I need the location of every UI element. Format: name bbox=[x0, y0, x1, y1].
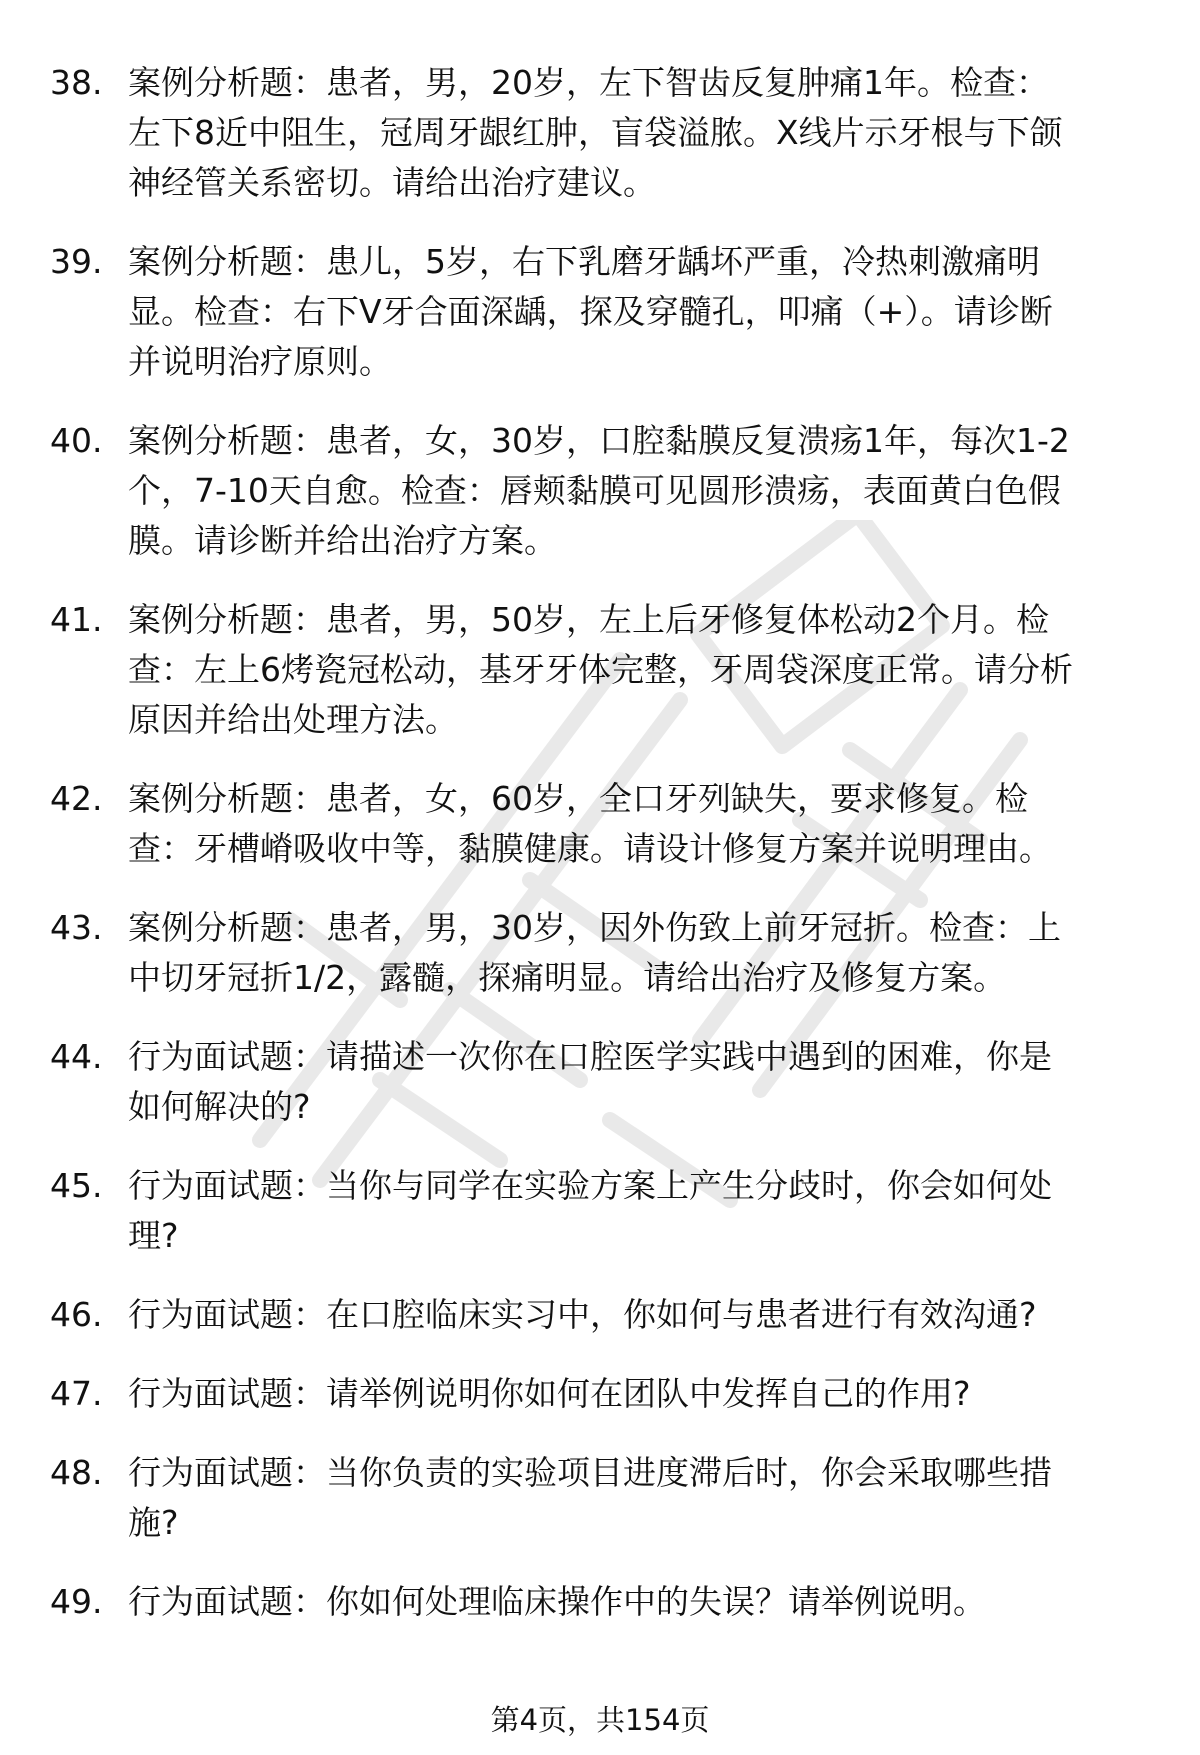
question-text-line: 显。检查：右下V牙合面深龋，探及穿髓孔，叩痛（+）。请诊断 bbox=[128, 292, 1053, 331]
question-number: 44. bbox=[50, 1037, 103, 1076]
question-text bbox=[128, 1290, 1168, 1340]
question-number: 39. bbox=[50, 242, 103, 281]
question-text-line: 并说明治疗原则。 bbox=[128, 342, 392, 381]
question-text-line: 案例分析题：患者，男，30岁，因外伤致上前牙冠折。检查：上 bbox=[128, 908, 1061, 947]
question-text-line: 施? bbox=[128, 1503, 179, 1542]
question-text-line: 案例分析题：患者，女，30岁，口腔黏膜反复溃疡1年，每次1-2 bbox=[128, 421, 1070, 460]
question-text-line: 左下8近中阻生，冠周牙龈红肿，盲袋溢脓。X线片示牙根与下颌 bbox=[128, 113, 1063, 152]
question-text-line: 案例分析题：患者，男，50岁，左上后牙修复体松动2个月。检 bbox=[128, 600, 1049, 639]
question-text-line: 行为面试题：你如何处理临床操作中的失误？请举例说明。 bbox=[128, 1582, 986, 1621]
page-number: 第4页，共154页 bbox=[490, 1703, 710, 1737]
question-text bbox=[128, 1448, 1168, 1548]
question-text-line: 案例分析题：患儿，5岁，右下乳磨牙龋坏严重，冷热刺激痛明 bbox=[128, 242, 1040, 281]
question-text-line: 行为面试题：当你负责的实验项目进度滞后时，你会采取哪些措 bbox=[128, 1453, 1052, 1492]
question-text-line: 行为面试题：当你与同学在实验方案上产生分歧时，你会如何处 bbox=[128, 1166, 1052, 1205]
question-text-line: 查：左上6烤瓷冠松动，基牙牙体完整，牙周袋深度正常。请分析 bbox=[128, 650, 1073, 689]
question-number: 45. bbox=[50, 1166, 103, 1205]
question-text-line: 案例分析题：患者，女，60岁，全口牙列缺失，要求修复。检 bbox=[128, 779, 1028, 818]
question-text-line: 行为面试题：在口腔临床实习中，你如何与患者进行有效沟通? bbox=[128, 1295, 1037, 1334]
question-text-line: 如何解决的? bbox=[128, 1087, 311, 1126]
question-text-line: 神经管关系密切。请给出治疗建议。 bbox=[128, 163, 656, 202]
question-text bbox=[128, 1369, 1168, 1419]
question-number: 38. bbox=[50, 63, 103, 102]
question-text-line: 膜。请诊断并给出治疗方案。 bbox=[128, 521, 557, 560]
question-number: 47. bbox=[50, 1374, 103, 1413]
question-text-line: 查：牙槽嵴吸收中等，黏膜健康。请设计修复方案并说明理由。 bbox=[128, 829, 1052, 868]
question-number: 42. bbox=[50, 779, 103, 818]
question-text bbox=[128, 58, 1168, 208]
question-number: 40. bbox=[50, 421, 103, 460]
question-number: 46. bbox=[50, 1295, 103, 1334]
question-number: 48. bbox=[50, 1453, 103, 1492]
question-text bbox=[128, 903, 1168, 1003]
question-text-line: 理? bbox=[128, 1216, 179, 1255]
question-text-line: 行为面试题：请举例说明你如何在团队中发挥自己的作用? bbox=[128, 1374, 971, 1413]
question-text-line: 行为面试题：请描述一次你在口腔医学实践中遇到的困难，你是 bbox=[128, 1037, 1052, 1076]
question-number: 43. bbox=[50, 908, 103, 947]
question-text bbox=[128, 1161, 1168, 1261]
question-text-line: 案例分析题：患者，男，20岁，左下智齿反复肿痛1年。检查： bbox=[128, 63, 1049, 102]
question-text-line: 个，7-10天自愈。检查：唇颊黏膜可见圆形溃疡，表面黄白色假 bbox=[128, 471, 1061, 510]
question-text bbox=[128, 1577, 1168, 1627]
question-text bbox=[128, 416, 1168, 566]
question-text-line: 中切牙冠折1/2，露髓，探痛明显。请给出治疗及修复方案。 bbox=[128, 958, 1007, 997]
question-number: 41. bbox=[50, 600, 103, 639]
question-text-line: 原因并给出处理方法。 bbox=[128, 700, 458, 739]
question-text bbox=[128, 774, 1168, 874]
question-number: 49. bbox=[50, 1582, 103, 1621]
question-text bbox=[128, 237, 1168, 387]
question-text bbox=[128, 1032, 1168, 1132]
question-text bbox=[128, 595, 1168, 745]
